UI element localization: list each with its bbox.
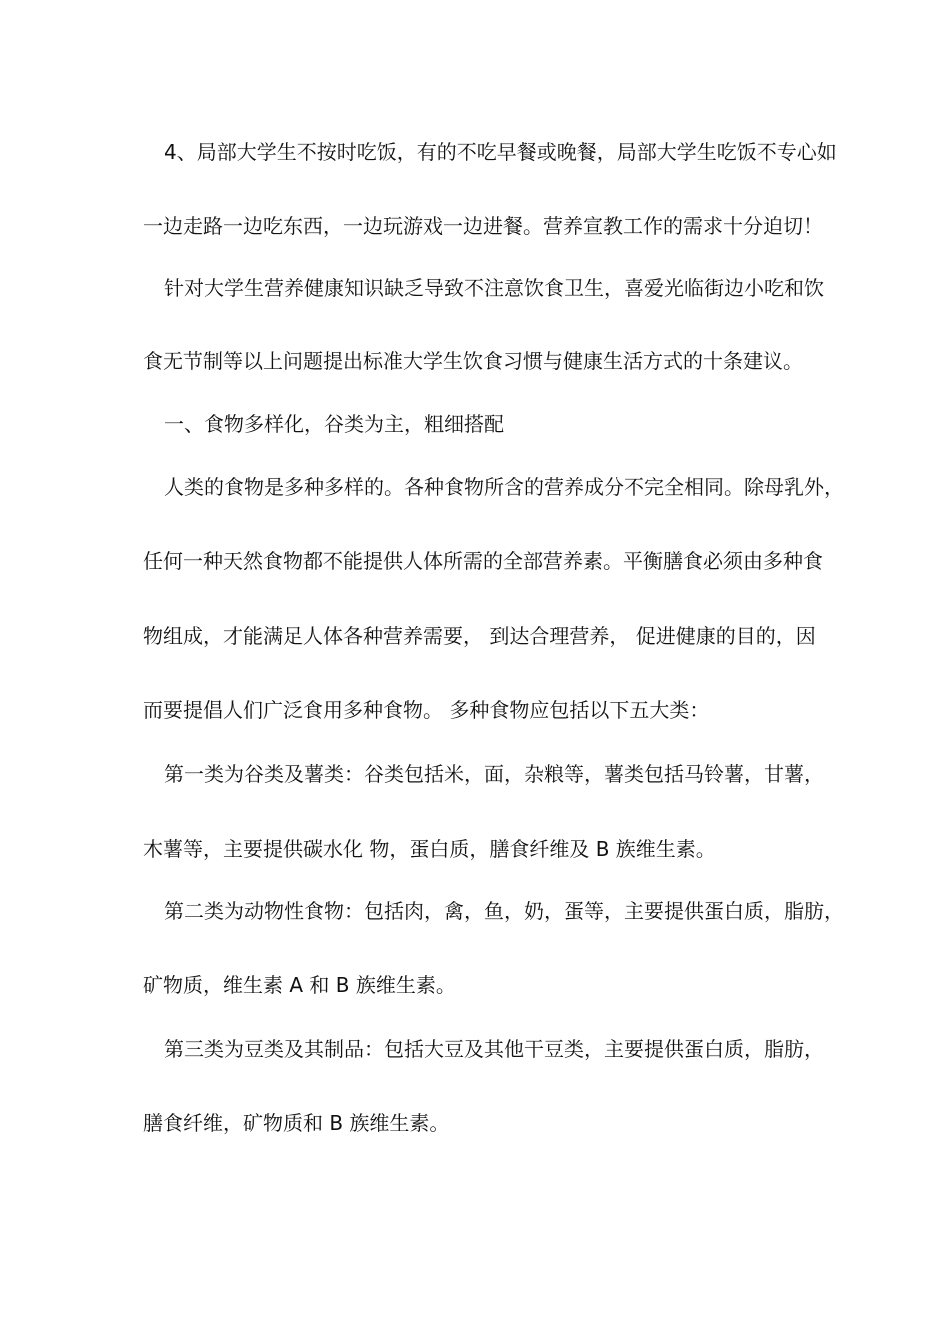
paragraph-line: 人类的食物是多种多样的。各种食物所含的营养成分不完全相同。除母乳外， <box>164 475 844 499</box>
paragraph-line: 第二类为动物性食物：包括肉，禽，鱼，奶，蛋等，主要提供蛋白质，脂肪， <box>164 899 844 923</box>
section-heading: 一、食物多样化，谷类为主，粗细搭配 <box>164 412 504 436</box>
paragraph-line: 膳食纤维，矿物质和 B 族维生素。 <box>143 1111 450 1135</box>
paragraph-line: 第一类为谷类及薯类：谷类包括米，面，杂粮等，薯类包括马铃薯，甘薯， <box>164 762 824 786</box>
paragraph-line: 矿物质，维生素 A 和 B 族维生素。 <box>143 973 456 997</box>
paragraph-line: 食无节制等以上问题提出标准大学生饮食习惯与健康生活方式的十条建议。 <box>143 349 803 373</box>
paragraph-line: 任何一种天然食物都不能提供人体所需的全部营养素。平衡膳食必须由多种食 <box>143 549 823 573</box>
paragraph-line: 第三类为豆类及其制品：包括大豆及其他干豆类，主要提供蛋白质，脂肪， <box>164 1037 824 1061</box>
paragraph-line: 而要提倡人们广泛食用多种食物。 多种食物应包括以下五大类： <box>143 698 710 722</box>
paragraph-line: 物组成，才能满足人体各种营养需要， 到达合理营养， 促进健康的目的，因 <box>143 624 816 648</box>
paragraph-line: 4、局部大学生不按时吃饭，有的不吃早餐或晚餐，局部大学生吃饭不专心如 <box>164 140 837 164</box>
paragraph-line: 针对大学生营养健康知识缺乏导致不注意饮食卫生，喜爱光临街边小吃和饮 <box>164 276 824 300</box>
paragraph-line: 一边走路一边吃东西，一边玩游戏一边进餐。营养宣教工作的需求十分迫切！ <box>143 214 823 238</box>
paragraph-line: 木薯等，主要提供碳水化 物，蛋白质，膳食纤维及 B 族维生素。 <box>143 837 716 861</box>
